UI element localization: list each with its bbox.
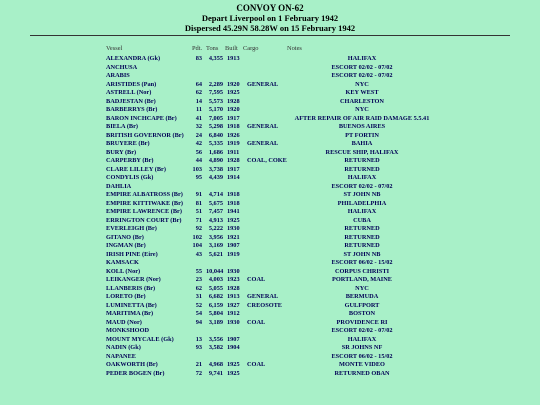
table-row [0,242,540,251]
pdt-cell: 42 [195,140,202,147]
table-row [0,81,540,90]
built-cell: 1941 [227,208,240,215]
vessel-table [0,55,540,378]
cargo-cell: GENERAL [247,123,279,130]
pdt-cell: 62 [195,89,202,96]
built-cell: 1928 [227,157,240,164]
pdt-cell: 72 [195,369,202,377]
cargo-cell: GENERAL [247,140,279,147]
notes-cell: HALIFAX [347,55,377,62]
pdt-cell: 11 [196,106,202,113]
cargo-cell: COAL [247,318,266,326]
table-row [0,225,540,234]
pdt-cell: 56 [195,148,202,156]
vessel-name: BIELA (Br) [106,123,139,130]
built-cell: 1920 [227,80,240,88]
built-cell: 1919 [227,140,240,147]
dispersal-line: Dispersed 45.29N 58.28W on 15 February 1942 [184,23,356,33]
col-pdt: Pdt. [192,45,203,52]
vessel-name: CLARE LILLEY (Br) [106,165,166,173]
built-cell: 1917 [227,165,240,173]
tons-cell: 3,738 [208,165,223,173]
pdt-cell: 13 [195,335,202,343]
vessel-name: BRITISH GOVERNOR (Br) [106,131,184,139]
notes-cell: HALIFAX [347,208,377,215]
col-notes: Notes [287,45,302,52]
notes-cell: GULFPORT [344,301,380,309]
notes-cell: RETURNED [344,165,380,173]
built-cell: 1925 [227,369,240,377]
tons-cell: 10,044 [206,267,224,275]
tons-cell: 6,840 [208,131,223,139]
tons-cell: 5,621 [208,250,223,258]
built-cell: 1913 [227,55,240,62]
pdt-cell: 71 [195,216,202,224]
vessel-name: LUMINETTA (Br) [106,301,157,309]
table-row [0,259,540,268]
vessel-name: ERRINGTON COURT (Br) [106,216,182,224]
vessel-name: BRUYERE (Br) [106,140,150,147]
pdt-cell: 102 [192,233,202,241]
built-cell: 1913 [227,293,240,300]
table-row [0,149,540,158]
notes-cell: RETURNED [344,225,380,232]
table-row [0,183,540,192]
built-cell: 1930 [227,225,240,232]
vessel-name: PEDER BOGEN (Br) [106,369,165,377]
table-row [0,353,540,362]
notes-cell: BOSTON [348,310,376,317]
table-row [0,319,540,328]
vessel-name: ALEXANDRA (Gk) [106,55,161,62]
built-cell: 1928 [227,284,240,292]
tons-cell: 5,222 [208,225,223,232]
built-cell: 1920 [227,106,240,113]
table-row [0,106,540,115]
col-built: Built [225,45,238,52]
notes-cell: NYC [355,284,369,292]
built-cell: 1912 [227,310,240,317]
tons-cell: 2,289 [208,80,223,88]
tons-cell: 6,682 [208,293,223,300]
table-row [0,64,540,73]
vessel-name: KAMSACK [106,259,139,266]
pdt-cell: 91 [195,191,202,198]
notes-cell: SR JOHNS NF [341,344,383,351]
table-row [0,123,540,132]
table-row [0,234,540,243]
vessel-name: LORETO (Br) [106,293,146,300]
table-row [0,217,540,226]
tons-cell: 7,005 [208,114,223,122]
tons-cell: 4,439 [208,174,223,181]
tons-cell: 4,890 [208,157,223,164]
built-cell: 1919 [227,250,240,258]
table-row [0,200,540,209]
table-row [0,285,540,294]
notes-cell: ESCORT 02/02 - 07/02 [331,63,393,71]
vessel-name: CONDYLIS (Gk) [106,174,154,181]
tons-cell: 3,189 [208,318,223,326]
table-row [0,191,540,200]
vessel-name: GITANO (Br) [106,233,144,241]
table-row [0,208,540,217]
built-cell: 1918 [227,199,240,207]
notes-cell: ST JOHN NB [343,191,381,198]
notes-cell: ESCORT 02/02 - 07/02 [331,72,393,79]
vessel-name: ANCHUSA [106,63,138,71]
notes-cell: CORPUS CHRISTI [334,267,390,275]
vessel-name: LLANBERIS (Br) [106,284,156,292]
vessel-name: EMPIRE ALBATROSS (Br) [106,191,183,198]
tons-cell: 7,595 [208,89,223,96]
pdt-cell: 32 [195,123,202,130]
vessel-name: EMPIRE KITTIWAKE (Br) [106,199,183,207]
table-row [0,302,540,311]
built-cell: 1925 [227,216,240,224]
notes-cell: BAHIA [351,140,373,147]
pdt-cell: 62 [195,284,202,292]
pdt-cell: 55 [195,267,202,275]
pdt-cell: 14 [195,97,202,105]
cargo-cell: COAL, COKE [247,157,287,164]
vessel-name: MARITIMA (Br) [106,310,154,317]
built-cell: 1911 [227,148,240,156]
vessel-name: ARABIS [106,72,130,79]
pdt-cell: 92 [195,225,202,232]
notes-cell: CUBA [353,216,371,224]
built-cell: 1918 [227,191,240,198]
tons-cell: 7,457 [208,208,223,215]
notes-cell: ESCORT 06/02 - 15/02 [331,352,393,360]
built-cell: 1926 [227,131,240,139]
notes-cell: RETURNED [344,157,380,164]
vessel-name: IRISH PINE (Eire) [106,250,158,258]
cargo-cell: GENERAL [247,80,279,88]
pdt-cell: 43 [195,250,202,258]
column-headers [0,45,540,54]
notes-cell: RESCUE SHIP, HALIFAX [325,148,399,156]
table-row [0,251,540,260]
built-cell: 1923 [227,276,240,283]
table-row [0,157,540,166]
pdt-cell: 103 [192,165,202,173]
tons-cell: 3,169 [208,242,223,249]
convoy-title: CONVOY ON-62 [236,3,304,13]
vessel-name: DAHLIA [106,182,132,190]
table-row [0,268,540,277]
vessel-name: BADJESTAN (Br) [106,97,156,105]
notes-cell: RETURNED [344,233,380,241]
built-cell: 1925 [227,361,240,368]
tons-cell: 6,159 [208,301,223,309]
table-row [0,89,540,98]
pdt-cell: 95 [195,174,202,181]
notes-cell: NYC [355,106,369,113]
pdt-cell: 81 [195,199,202,207]
vessel-name: NAPANEE [106,352,136,360]
built-cell: 1907 [227,242,240,249]
notes-cell: PT FORTIN [345,131,379,139]
notes-cell: PROVIDENCE RI [336,318,388,326]
table-row [0,166,540,175]
table-row [0,132,540,141]
tons-cell: 3,556 [208,335,223,343]
table-row [0,72,540,81]
cargo-cell: COAL [247,361,266,368]
cargo-cell: GENERAL [247,293,279,300]
vessel-name: KOLL (Nor) [106,267,141,275]
built-cell: 1918 [227,123,240,130]
pdt-cell: 23 [195,276,202,283]
tons-cell: 3,956 [208,233,223,241]
notes-cell: BUENOS AIRES [338,123,386,130]
notes-cell: RETURNED [344,242,380,249]
tons-cell: 3,582 [208,344,223,351]
built-cell: 1904 [227,344,240,351]
vessel-name: MONKSHOOD [106,327,150,334]
vessel-name: MOUNT MYCALE (Gk) [106,335,174,343]
table-row [0,336,540,345]
tons-cell: 5,170 [208,106,223,113]
table-row [0,115,540,124]
pdt-cell: 21 [195,361,202,368]
table-row [0,361,540,370]
vessel-name: INGMAN (Br) [106,242,146,249]
notes-cell: RETURNED OBAN [334,369,390,377]
built-cell: 1907 [227,335,240,343]
table-row [0,293,540,302]
pdt-cell: 31 [195,293,202,300]
vessel-name: ARISTIDES (Pan) [106,80,157,88]
table-row [0,310,540,319]
vessel-name: EVERLEIGH (Br) [106,225,157,232]
tons-cell: 9,741 [208,369,223,377]
notes-cell: PHILADELPHIA [337,199,387,207]
vessel-name: MAUD (Nor) [106,318,142,326]
built-cell: 1917 [227,114,240,122]
notes-cell: BERMUDA [345,293,379,300]
pdt-cell: 104 [192,242,202,249]
table-row [0,344,540,353]
table-row [0,174,540,183]
pdt-cell: 83 [195,55,202,62]
vessel-name: ASTRELL (Nor) [106,89,152,96]
notes-cell: CHARLESTON [340,97,384,105]
header-divider [30,35,510,36]
tons-cell: 5,675 [208,199,223,207]
tons-cell: 5,804 [208,310,223,317]
vessel-name: EMPIRE LAWRENCE (Br) [106,208,182,215]
pdt-cell: 44 [195,157,202,164]
tons-cell: 4,003 [208,276,223,283]
built-cell: 1930 [227,318,240,326]
built-cell: 1930 [227,267,240,275]
pdt-cell: 93 [195,344,202,351]
built-cell: 1927 [227,301,240,309]
departure-line: Depart Liverpool on 1 February 1942 [201,13,339,23]
pdt-cell: 41 [195,114,202,122]
vessel-name: BARBERRYS (Br) [106,106,158,113]
table-row [0,98,540,107]
vessel-name: NADIN (Gk) [106,344,141,351]
notes-cell: ST JOHN NB [343,250,381,258]
vessel-name: CARPERBY (Br) [106,157,154,164]
tons-cell: 5,335 [208,140,223,147]
table-row [0,370,540,379]
vessel-name: LEIKANGER (Nor) [106,276,161,283]
notes-cell: KEY WEST [345,89,379,96]
vessel-name: BURY (Br) [106,148,137,156]
notes-cell: NYC [355,80,369,88]
col-vessel: Vessel [106,45,123,52]
pdt-cell: 51 [195,208,202,215]
notes-cell: PORTLAND, MAINE [332,276,392,283]
cargo-cell: COAL [247,276,266,283]
tons-cell: 4,913 [208,216,223,224]
tons-cell: 4,355 [208,55,223,62]
tons-cell: 1,686 [208,148,223,156]
pdt-cell: 54 [195,310,202,317]
notes-cell: ESCORT 02/02 - 07/02 [331,327,393,334]
notes-cell: AFTER REPAIR OF AIR RAID DAMAGE 5.5.41 [294,114,430,122]
col-cargo: Cargo [243,45,259,52]
vessel-name: OAKWORTH (Br) [106,361,158,368]
pdt-cell: 64 [195,80,202,88]
table-row [0,276,540,285]
notes-cell: HALIFAX [347,335,377,343]
table-row [0,140,540,149]
notes-cell: MONTE VIDEO [339,361,385,368]
table-row [0,327,540,336]
built-cell: 1928 [227,97,240,105]
pdt-cell: 94 [195,318,202,326]
notes-cell: ESCORT 06/02 - 15/02 [331,259,393,266]
tons-cell: 5,573 [208,97,223,105]
vessel-name: BARON INCHCAPE (Br) [106,114,177,122]
page-header [0,0,540,33]
cargo-cell: CREOSOTE [247,301,282,309]
tons-cell: 5,055 [208,284,223,292]
table-row [0,55,540,64]
tons-cell: 5,298 [208,123,223,130]
built-cell: 1925 [227,89,240,96]
built-cell: 1921 [227,233,240,241]
notes-cell: HALIFAX [347,174,377,181]
col-tons: Tons [206,45,219,52]
pdt-cell: 52 [195,301,202,309]
pdt-cell: 24 [195,131,202,139]
tons-cell: 4,714 [208,191,223,198]
notes-cell: ESCORT 02/02 - 07/02 [331,182,393,190]
built-cell: 1914 [227,174,240,181]
tons-cell: 4,968 [208,361,223,368]
